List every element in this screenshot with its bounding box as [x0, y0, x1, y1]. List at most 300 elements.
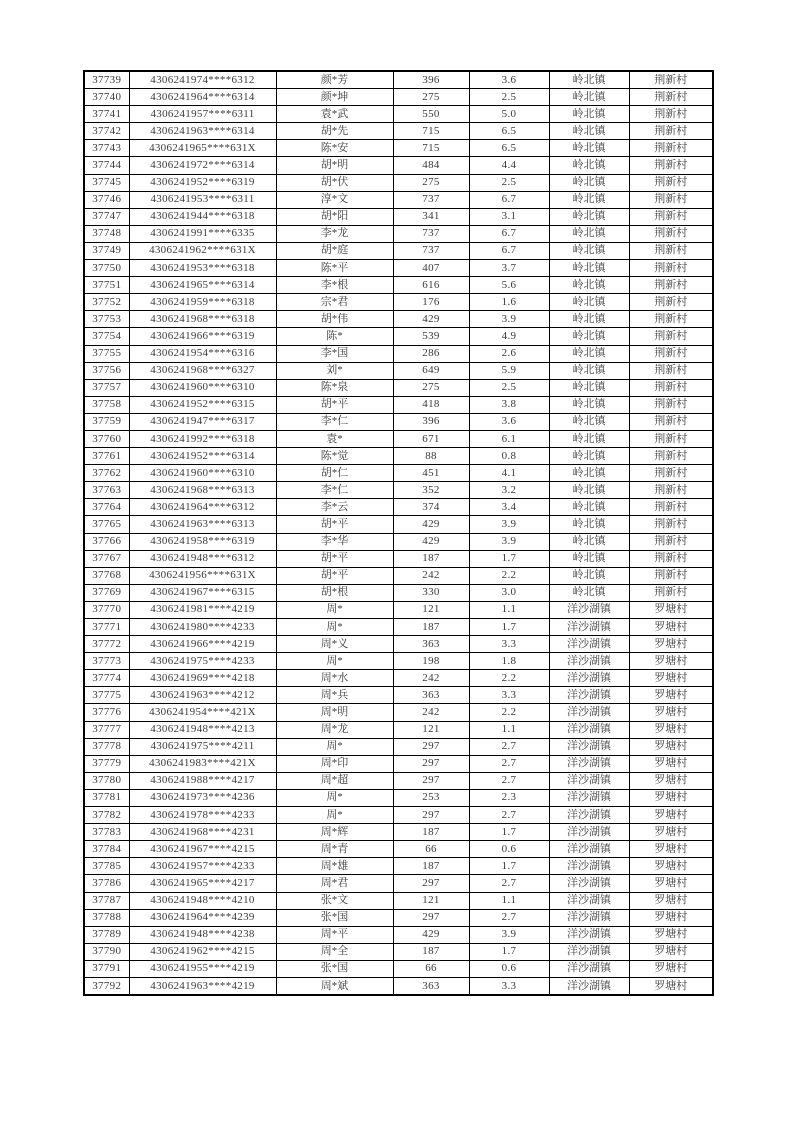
- cell-village: 罗塘村: [629, 943, 713, 960]
- cell-seq: 37792: [84, 977, 129, 995]
- cell-village: 荆新村: [629, 174, 713, 191]
- cell-town: 洋沙湖镇: [549, 772, 629, 789]
- cell-village: 荆新村: [629, 260, 713, 277]
- table-row: [84, 943, 713, 960]
- cell-village: 荆新村: [629, 362, 713, 379]
- cell-village: 荆新村: [629, 106, 713, 123]
- cell-value1: 429: [393, 533, 469, 550]
- cell-value1: 253: [393, 789, 469, 806]
- cell-name: 淳*文: [276, 191, 393, 208]
- cell-town: 岭北镇: [549, 533, 629, 550]
- cell-seq: 37773: [84, 653, 129, 670]
- cell-town: 岭北镇: [549, 71, 629, 89]
- cell-town: 岭北镇: [549, 482, 629, 499]
- cell-town: 岭北镇: [549, 550, 629, 567]
- cell-value2: 2.7: [469, 772, 549, 789]
- cell-value2: 2.7: [469, 807, 549, 824]
- cell-seq: 37747: [84, 208, 129, 225]
- cell-seq: 37784: [84, 841, 129, 858]
- cell-value1: 451: [393, 465, 469, 482]
- cell-name: 胡*明: [276, 157, 393, 174]
- cell-village: 荆新村: [629, 499, 713, 516]
- cell-seq: 37772: [84, 636, 129, 653]
- cell-value2: 2.2: [469, 704, 549, 721]
- cell-value2: 3.9: [469, 926, 549, 943]
- cell-seq: 37755: [84, 345, 129, 362]
- cell-name: 周*: [276, 789, 393, 806]
- table-row: [84, 225, 713, 242]
- cell-seq: 37766: [84, 533, 129, 550]
- table-row: [84, 448, 713, 465]
- cell-value1: 198: [393, 653, 469, 670]
- cell-id-number: 4306241988****4217: [129, 772, 276, 789]
- table-row: [84, 123, 713, 140]
- cell-village: 罗塘村: [629, 892, 713, 909]
- cell-value2: 3.3: [469, 687, 549, 704]
- cell-value2: 2.2: [469, 567, 549, 584]
- cell-village: 荆新村: [629, 89, 713, 106]
- cell-name: 李*云: [276, 499, 393, 516]
- cell-value1: 275: [393, 89, 469, 106]
- cell-value2: 1.7: [469, 943, 549, 960]
- table-row: [84, 977, 713, 995]
- cell-value1: 176: [393, 294, 469, 311]
- cell-town: 岭北镇: [549, 294, 629, 311]
- cell-value2: 2.7: [469, 755, 549, 772]
- cell-town: 岭北镇: [549, 242, 629, 259]
- cell-value2: 3.9: [469, 533, 549, 550]
- cell-value2: 2.7: [469, 909, 549, 926]
- cell-town: 洋沙湖镇: [549, 858, 629, 875]
- cell-value1: 429: [393, 926, 469, 943]
- cell-seq: 37743: [84, 140, 129, 157]
- table-row: [84, 550, 713, 567]
- cell-town: 洋沙湖镇: [549, 721, 629, 738]
- table-row: [84, 71, 713, 89]
- cell-town: 洋沙湖镇: [549, 789, 629, 806]
- cell-value1: 396: [393, 413, 469, 430]
- table-row: [84, 960, 713, 977]
- cell-name: 宗*君: [276, 294, 393, 311]
- cell-name: 胡*先: [276, 123, 393, 140]
- cell-value1: 649: [393, 362, 469, 379]
- cell-town: 岭北镇: [549, 191, 629, 208]
- cell-village: 罗塘村: [629, 653, 713, 670]
- cell-value2: 1.1: [469, 721, 549, 738]
- table-row: [84, 328, 713, 345]
- cell-village: 荆新村: [629, 584, 713, 601]
- cell-value1: 297: [393, 875, 469, 892]
- table-row: [84, 89, 713, 106]
- cell-town: 岭北镇: [549, 106, 629, 123]
- cell-name: 张*国: [276, 960, 393, 977]
- table-row: [84, 687, 713, 704]
- cell-seq: 37751: [84, 277, 129, 294]
- cell-town: 岭北镇: [549, 430, 629, 447]
- cell-village: 荆新村: [629, 123, 713, 140]
- cell-id-number: 4306241952****6315: [129, 396, 276, 413]
- table-row: [84, 516, 713, 533]
- cell-value1: 187: [393, 858, 469, 875]
- cell-value1: 418: [393, 396, 469, 413]
- cell-town: 洋沙湖镇: [549, 807, 629, 824]
- cell-value2: 1.7: [469, 619, 549, 636]
- cell-village: 罗塘村: [629, 619, 713, 636]
- cell-town: 洋沙湖镇: [549, 943, 629, 960]
- cell-seq: 37780: [84, 772, 129, 789]
- cell-name: 张*国: [276, 909, 393, 926]
- cell-id-number: 4306241959****6318: [129, 294, 276, 311]
- table-row: [84, 174, 713, 191]
- cell-seq: 37756: [84, 362, 129, 379]
- cell-name: 周*: [276, 807, 393, 824]
- cell-id-number: 4306241968****4231: [129, 824, 276, 841]
- cell-village: 荆新村: [629, 208, 713, 225]
- table-row: [84, 584, 713, 601]
- cell-town: 洋沙湖镇: [549, 824, 629, 841]
- table-row: [84, 345, 713, 362]
- cell-name: 胡*根: [276, 584, 393, 601]
- cell-seq: 37775: [84, 687, 129, 704]
- cell-value1: 363: [393, 687, 469, 704]
- cell-seq: 37776: [84, 704, 129, 721]
- table-row: [84, 738, 713, 755]
- cell-seq: 37764: [84, 499, 129, 516]
- cell-id-number: 4306241955****4219: [129, 960, 276, 977]
- cell-value1: 429: [393, 311, 469, 328]
- cell-id-number: 4306241956****631X: [129, 567, 276, 584]
- cell-value2: 2.3: [469, 789, 549, 806]
- cell-town: 岭北镇: [549, 516, 629, 533]
- cell-value1: 275: [393, 379, 469, 396]
- cell-value1: 242: [393, 704, 469, 721]
- cell-value2: 1.7: [469, 824, 549, 841]
- table-row: [84, 619, 713, 636]
- cell-value2: 0.6: [469, 841, 549, 858]
- cell-village: 罗塘村: [629, 858, 713, 875]
- cell-name: 周*义: [276, 636, 393, 653]
- cell-value1: 429: [393, 516, 469, 533]
- cell-village: 荆新村: [629, 379, 713, 396]
- cell-id-number: 4306241952****6314: [129, 448, 276, 465]
- cell-seq: 37769: [84, 584, 129, 601]
- cell-id-number: 4306241983****421X: [129, 755, 276, 772]
- table-row: [84, 242, 713, 259]
- cell-town: 岭北镇: [549, 208, 629, 225]
- cell-town: 洋沙湖镇: [549, 601, 629, 618]
- cell-village: 罗塘村: [629, 670, 713, 687]
- cell-seq: 37760: [84, 430, 129, 447]
- cell-name: 陈*平: [276, 260, 393, 277]
- cell-village: 荆新村: [629, 482, 713, 499]
- cell-value2: 6.7: [469, 225, 549, 242]
- cell-seq: 37765: [84, 516, 129, 533]
- cell-value2: 6.7: [469, 242, 549, 259]
- table-row: [84, 499, 713, 516]
- cell-value1: 407: [393, 260, 469, 277]
- cell-value2: 5.0: [469, 106, 549, 123]
- cell-id-number: 4306241968****6327: [129, 362, 276, 379]
- cell-id-number: 4306241973****4236: [129, 789, 276, 806]
- cell-id-number: 4306241992****6318: [129, 430, 276, 447]
- cell-village: 罗塘村: [629, 960, 713, 977]
- cell-seq: 37779: [84, 755, 129, 772]
- table-row: [84, 858, 713, 875]
- cell-village: 荆新村: [629, 225, 713, 242]
- cell-value2: 4.9: [469, 328, 549, 345]
- cell-town: 洋沙湖镇: [549, 738, 629, 755]
- cell-name: 李*根: [276, 277, 393, 294]
- cell-name: 胡*伟: [276, 311, 393, 328]
- cell-town: 岭北镇: [549, 379, 629, 396]
- cell-value1: 297: [393, 807, 469, 824]
- cell-seq: 37788: [84, 909, 129, 926]
- cell-town: 洋沙湖镇: [549, 909, 629, 926]
- cell-town: 岭北镇: [549, 311, 629, 328]
- cell-value1: 737: [393, 191, 469, 208]
- cell-name: 陈*泉: [276, 379, 393, 396]
- cell-seq: 37742: [84, 123, 129, 140]
- cell-seq: 37739: [84, 71, 129, 89]
- cell-village: 罗塘村: [629, 807, 713, 824]
- cell-seq: 37748: [84, 225, 129, 242]
- cell-value2: 3.3: [469, 977, 549, 995]
- cell-village: 罗塘村: [629, 824, 713, 841]
- table-row: [84, 636, 713, 653]
- cell-value2: 5.6: [469, 277, 549, 294]
- cell-name: 胡*平: [276, 567, 393, 584]
- cell-id-number: 4306241980****4233: [129, 619, 276, 636]
- cell-value2: 0.8: [469, 448, 549, 465]
- table-row: [84, 396, 713, 413]
- cell-town: 洋沙湖镇: [549, 755, 629, 772]
- cell-value1: 341: [393, 208, 469, 225]
- cell-name: 李*龙: [276, 225, 393, 242]
- cell-value2: 3.9: [469, 311, 549, 328]
- cell-value2: 1.1: [469, 892, 549, 909]
- cell-name: 周*水: [276, 670, 393, 687]
- cell-village: 罗塘村: [629, 841, 713, 858]
- cell-name: 李*国: [276, 345, 393, 362]
- cell-value1: 187: [393, 550, 469, 567]
- cell-town: 岭北镇: [549, 328, 629, 345]
- cell-town: 洋沙湖镇: [549, 841, 629, 858]
- cell-name: 胡*平: [276, 550, 393, 567]
- cell-town: 岭北镇: [549, 396, 629, 413]
- cell-village: 罗塘村: [629, 909, 713, 926]
- cell-value1: 88: [393, 448, 469, 465]
- cell-village: 荆新村: [629, 140, 713, 157]
- cell-id-number: 4306241952****6319: [129, 174, 276, 191]
- cell-value2: 3.9: [469, 516, 549, 533]
- cell-value2: 2.6: [469, 345, 549, 362]
- cell-village: 罗塘村: [629, 687, 713, 704]
- cell-value1: 737: [393, 242, 469, 259]
- cell-seq: 37786: [84, 875, 129, 892]
- cell-village: 罗塘村: [629, 977, 713, 995]
- cell-town: 洋沙湖镇: [549, 704, 629, 721]
- cell-seq: 37750: [84, 260, 129, 277]
- cell-value1: 671: [393, 430, 469, 447]
- cell-village: 罗塘村: [629, 755, 713, 772]
- cell-name: 周*: [276, 619, 393, 636]
- cell-seq: 37781: [84, 789, 129, 806]
- cell-value1: 286: [393, 345, 469, 362]
- cell-id-number: 4306241968****6313: [129, 482, 276, 499]
- cell-seq: 37753: [84, 311, 129, 328]
- cell-town: 岭北镇: [549, 225, 629, 242]
- cell-seq: 37787: [84, 892, 129, 909]
- cell-name: 胡*平: [276, 396, 393, 413]
- cell-seq: 37761: [84, 448, 129, 465]
- cell-town: 洋沙湖镇: [549, 619, 629, 636]
- cell-value2: 3.8: [469, 396, 549, 413]
- cell-id-number: 4306241957****4233: [129, 858, 276, 875]
- cell-seq: 37790: [84, 943, 129, 960]
- cell-town: 洋沙湖镇: [549, 960, 629, 977]
- cell-name: 周*明: [276, 704, 393, 721]
- cell-town: 岭北镇: [549, 277, 629, 294]
- cell-name: 颜*芳: [276, 71, 393, 89]
- cell-name: 颜*坤: [276, 89, 393, 106]
- cell-town: 岭北镇: [549, 362, 629, 379]
- cell-value2: 3.3: [469, 636, 549, 653]
- table-row: [84, 413, 713, 430]
- cell-id-number: 4306241958****6319: [129, 533, 276, 550]
- cell-village: 罗塘村: [629, 636, 713, 653]
- cell-village: 荆新村: [629, 277, 713, 294]
- cell-id-number: 4306241954****6316: [129, 345, 276, 362]
- cell-id-number: 4306241957****6311: [129, 106, 276, 123]
- cell-id-number: 4306241965****6314: [129, 277, 276, 294]
- cell-village: 荆新村: [629, 413, 713, 430]
- cell-village: 荆新村: [629, 448, 713, 465]
- cell-town: 洋沙湖镇: [549, 636, 629, 653]
- cell-seq: 37744: [84, 157, 129, 174]
- cell-town: 洋沙湖镇: [549, 653, 629, 670]
- cell-village: 荆新村: [629, 396, 713, 413]
- table-row: [84, 807, 713, 824]
- table-row: [84, 601, 713, 618]
- cell-id-number: 4306241963****4212: [129, 687, 276, 704]
- cell-id-number: 4306241981****4219: [129, 601, 276, 618]
- cell-value2: 6.5: [469, 123, 549, 140]
- cell-id-number: 4306241967****4215: [129, 841, 276, 858]
- cell-value2: 1.8: [469, 653, 549, 670]
- cell-value2: 3.7: [469, 260, 549, 277]
- cell-value1: 539: [393, 328, 469, 345]
- cell-id-number: 4306241948****4238: [129, 926, 276, 943]
- cell-value2: 1.7: [469, 550, 549, 567]
- cell-seq: 37783: [84, 824, 129, 841]
- cell-name: 周*超: [276, 772, 393, 789]
- cell-value2: 2.7: [469, 738, 549, 755]
- cell-name: 张*文: [276, 892, 393, 909]
- cell-seq: 37752: [84, 294, 129, 311]
- cell-value2: 3.1: [469, 208, 549, 225]
- cell-value2: 2.5: [469, 89, 549, 106]
- cell-value2: 5.9: [469, 362, 549, 379]
- cell-village: 荆新村: [629, 465, 713, 482]
- cell-id-number: 4306241960****6310: [129, 465, 276, 482]
- cell-village: 荆新村: [629, 533, 713, 550]
- cell-seq: 37778: [84, 738, 129, 755]
- cell-village: 荆新村: [629, 430, 713, 447]
- cell-name: 刘*: [276, 362, 393, 379]
- cell-id-number: 4306241978****4233: [129, 807, 276, 824]
- cell-name: 李*仁: [276, 482, 393, 499]
- cell-value1: 484: [393, 157, 469, 174]
- cell-value2: 2.5: [469, 174, 549, 191]
- cell-value2: 1.1: [469, 601, 549, 618]
- cell-id-number: 4306241964****6312: [129, 499, 276, 516]
- cell-id-number: 4306241974****6312: [129, 71, 276, 89]
- cell-village: 荆新村: [629, 311, 713, 328]
- cell-id-number: 4306241972****6314: [129, 157, 276, 174]
- cell-name: 周*龙: [276, 721, 393, 738]
- table-row: [84, 106, 713, 123]
- table-row: [84, 567, 713, 584]
- table-row: [84, 430, 713, 447]
- cell-id-number: 4306241963****4219: [129, 977, 276, 995]
- cell-value2: 3.6: [469, 413, 549, 430]
- cell-value1: 374: [393, 499, 469, 516]
- cell-seq: 37777: [84, 721, 129, 738]
- cell-name: 周*雄: [276, 858, 393, 875]
- cell-value1: 297: [393, 772, 469, 789]
- cell-village: 罗塘村: [629, 601, 713, 618]
- cell-village: 罗塘村: [629, 772, 713, 789]
- cell-id-number: 4306241962****631X: [129, 242, 276, 259]
- table-row: [84, 824, 713, 841]
- cell-seq: 37746: [84, 191, 129, 208]
- table-row: [84, 875, 713, 892]
- cell-value1: 121: [393, 892, 469, 909]
- cell-name: 陈*: [276, 328, 393, 345]
- cell-value1: 121: [393, 721, 469, 738]
- cell-seq: 37745: [84, 174, 129, 191]
- cell-village: 荆新村: [629, 242, 713, 259]
- cell-seq: 37757: [84, 379, 129, 396]
- table-row: [84, 379, 713, 396]
- cell-value1: 66: [393, 841, 469, 858]
- cell-id-number: 4306241969****4218: [129, 670, 276, 687]
- cell-town: 岭北镇: [549, 140, 629, 157]
- table-row: [84, 721, 713, 738]
- cell-value1: 187: [393, 943, 469, 960]
- cell-seq: 37763: [84, 482, 129, 499]
- cell-name: 周*辉: [276, 824, 393, 841]
- cell-id-number: 4306241944****6318: [129, 208, 276, 225]
- cell-value1: 275: [393, 174, 469, 191]
- table-row: [84, 670, 713, 687]
- table-row: [84, 533, 713, 550]
- cell-seq: 37749: [84, 242, 129, 259]
- cell-seq: 37782: [84, 807, 129, 824]
- cell-village: 荆新村: [629, 157, 713, 174]
- cell-value1: 363: [393, 636, 469, 653]
- table-row: [84, 311, 713, 328]
- table-row: [84, 260, 713, 277]
- table-row: [84, 789, 713, 806]
- cell-value2: 0.6: [469, 960, 549, 977]
- cell-seq: 37758: [84, 396, 129, 413]
- cell-village: 荆新村: [629, 516, 713, 533]
- table-row: [84, 362, 713, 379]
- cell-name: 胡*伏: [276, 174, 393, 191]
- cell-town: 洋沙湖镇: [549, 670, 629, 687]
- cell-name: 周*兵: [276, 687, 393, 704]
